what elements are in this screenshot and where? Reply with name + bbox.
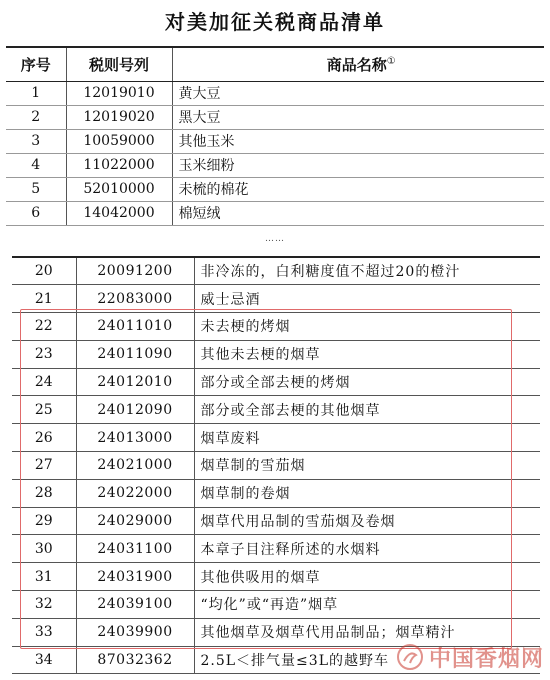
- table-row: [6, 81, 544, 105]
- row-no: 1: [6, 81, 66, 105]
- row-no: 21: [12, 285, 76, 313]
- row-name: 非冷冻的，白利糖度值不超过20的橙汁: [194, 257, 540, 285]
- row-name: 未去梗的烤烟: [194, 313, 540, 341]
- row-code: 24022000: [76, 479, 194, 507]
- row-code: 52010000: [66, 177, 172, 201]
- table-row: [6, 129, 544, 153]
- row-code: 14042000: [66, 201, 172, 225]
- row-code: 22083000: [76, 285, 194, 313]
- table-row: [6, 105, 544, 129]
- row-code: 24029000: [76, 507, 194, 535]
- row-no: 30: [12, 535, 76, 563]
- row-code: 24012090: [76, 396, 194, 424]
- row-code: 87032362: [76, 646, 194, 674]
- row-name: 玉米细粉: [172, 153, 544, 177]
- header-no: 序号: [6, 47, 66, 81]
- row-no: 31: [12, 563, 76, 591]
- row-code: 24021000: [76, 452, 194, 480]
- header-name-note: ①: [386, 55, 396, 67]
- table-row: [12, 479, 540, 507]
- row-no: 20: [12, 257, 76, 285]
- table-row: [12, 535, 540, 563]
- row-no: 22: [12, 313, 76, 341]
- row-code: 24039100: [76, 591, 194, 619]
- row-no: 32: [12, 591, 76, 619]
- row-code: 12019020: [66, 105, 172, 129]
- row-code: 24011010: [76, 313, 194, 341]
- document-title: 对美加征关税商品清单: [165, 10, 385, 34]
- row-name: 2.5L＜排气量≤3L的越野车: [194, 646, 540, 674]
- row-name: 烟草废料: [194, 424, 540, 452]
- row-name: 部分或全部去梗的烤烟: [194, 368, 540, 396]
- table-row: [12, 313, 540, 341]
- watermark-logo-icon: [395, 642, 425, 672]
- watermark: [395, 640, 544, 674]
- row-name: 其他未去梗的烟草: [194, 340, 540, 368]
- watermark-text: 中国香烟网: [428, 646, 544, 672]
- row-no: 4: [6, 153, 66, 177]
- row-code: 10059000: [66, 129, 172, 153]
- row-no: 28: [12, 479, 76, 507]
- row-no: 5: [6, 177, 66, 201]
- row-name: 烟草制的卷烟: [194, 479, 540, 507]
- row-code: 20091200: [76, 257, 194, 285]
- table-row: [12, 368, 540, 396]
- row-no: 6: [6, 201, 66, 225]
- row-no: 2: [6, 105, 66, 129]
- row-code: 24013000: [76, 424, 194, 452]
- header-code: 税则号列: [66, 47, 172, 81]
- row-name: 本章子目注释所述的水烟料: [194, 535, 540, 563]
- row-no: 26: [12, 424, 76, 452]
- row-code: 24031100: [76, 535, 194, 563]
- table-row: [12, 396, 540, 424]
- table-row: [6, 201, 544, 225]
- row-no: 34: [12, 646, 76, 674]
- row-code: 24039900: [76, 618, 194, 646]
- tariff-table-bottom: [12, 256, 540, 674]
- row-code: 12019010: [66, 81, 172, 105]
- row-no: 27: [12, 452, 76, 480]
- header-name: [172, 47, 544, 81]
- row-name: 烟草代用品制的雪茄烟及卷烟: [194, 507, 540, 535]
- table-row: [6, 153, 544, 177]
- row-name: 黑大豆: [172, 105, 544, 129]
- header-name-label: 商品名称: [326, 55, 387, 74]
- table-row: [12, 424, 540, 452]
- row-code: 11022000: [66, 153, 172, 177]
- row-name: 其他玉米: [172, 129, 544, 153]
- row-no: 3: [6, 129, 66, 153]
- row-name: 未梳的棉花: [172, 177, 544, 201]
- table-row: [6, 177, 544, 201]
- row-name: “均化”或“再造”烟草: [194, 591, 540, 619]
- omission-ellipsis: ……: [265, 234, 285, 244]
- row-code: 24031900: [76, 563, 194, 591]
- row-no: 25: [12, 396, 76, 424]
- row-name: 其他烟草及烟草代用品制品；烟草精汁: [194, 618, 540, 646]
- row-no: 23: [12, 340, 76, 368]
- row-name: 烟草制的雪茄烟: [194, 452, 540, 480]
- table-row: [12, 257, 540, 285]
- table-header-row: [6, 47, 544, 81]
- row-code: 24012010: [76, 368, 194, 396]
- tariff-table-top: [6, 46, 544, 226]
- row-code: 24011090: [76, 340, 194, 368]
- row-no: 24: [12, 368, 76, 396]
- row-name: 黄大豆: [172, 81, 544, 105]
- table-row: [12, 591, 540, 619]
- table-row: [12, 340, 540, 368]
- row-no: 33: [12, 618, 76, 646]
- row-name: 其他供吸用的烟草: [194, 563, 540, 591]
- row-name: 部分或全部去梗的其他烟草: [194, 396, 540, 424]
- row-name: 棉短绒: [172, 201, 544, 225]
- table-row: [12, 285, 540, 313]
- row-name: 威士忌酒: [194, 285, 540, 313]
- row-no: 29: [12, 507, 76, 535]
- table-row: [12, 452, 540, 480]
- table-row: [12, 563, 540, 591]
- table-row: [12, 507, 540, 535]
